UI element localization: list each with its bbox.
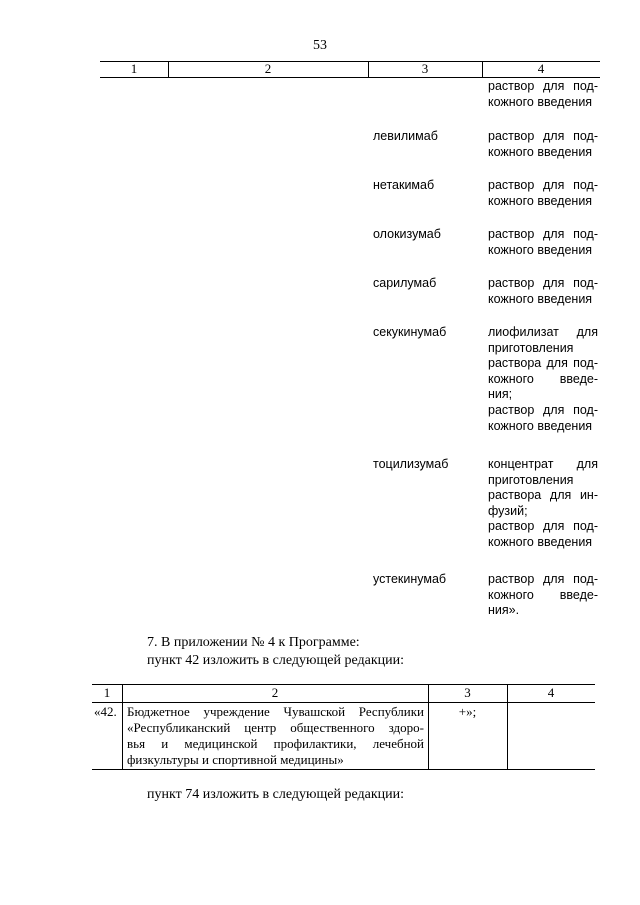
- table1-header-col2: 2: [264, 61, 272, 76]
- text-line: вья и медицинской профилактики, лечебной: [127, 736, 424, 751]
- table1-drug-name: сарилумаб: [373, 276, 437, 290]
- form-line: ния;: [488, 387, 513, 402]
- table1-drug-name: нетакимаб: [373, 178, 435, 192]
- table1-header-col4: 4: [537, 61, 545, 76]
- form-line: кожного введения: [488, 291, 593, 306]
- form-line: раствор для под-: [488, 129, 598, 143]
- form-line: приготовления: [488, 340, 574, 355]
- table1-dosage-form: [488, 457, 598, 551]
- form-line: раствора для ин-: [488, 488, 598, 503]
- table2-col3-value: +»;: [458, 704, 477, 719]
- table1-dosage-form: [488, 129, 598, 160]
- footer-paragraph: пункт 74 изложить в следующей редакции:: [147, 787, 404, 802]
- form-line: приготовления: [488, 472, 574, 487]
- table2-header-col2: 2: [271, 685, 279, 700]
- form-line: кожного введе-: [488, 371, 598, 386]
- table1-drug-name: устекинумаб: [373, 572, 447, 586]
- form-line: кожного введения: [488, 534, 593, 549]
- form-line: раствор для под-: [488, 178, 598, 192]
- form-line: раствор для под-: [488, 572, 598, 586]
- form-line: раствор для под-: [488, 227, 598, 241]
- form-line: фузий;: [488, 503, 528, 518]
- form-line: кожного введения: [488, 418, 593, 433]
- form-line: раствор для под-: [488, 276, 598, 290]
- table1-dosage-form: [488, 572, 598, 619]
- table1-drug-name: тоцилизумаб: [373, 457, 449, 471]
- table2-header-col1: 1: [103, 685, 111, 700]
- section7-line1: 7. В приложении № 4 к Программе:: [147, 635, 360, 650]
- table2-header-col3: 3: [464, 685, 471, 700]
- form-line: лиофилизат для: [488, 325, 598, 339]
- form-line: кожного введения: [488, 193, 593, 208]
- table1-drug-name: секукинумаб: [373, 325, 447, 339]
- table2-row-number: «42.: [94, 704, 117, 719]
- form-line: ния».: [488, 603, 520, 618]
- table1-header-col3: 3: [421, 61, 429, 76]
- table1-header-col1: 1: [130, 61, 138, 76]
- section7-line2: пункт 42 изложить в следующей редакции:: [147, 653, 404, 668]
- form-line: кожного введения: [488, 144, 593, 159]
- page-number: 53: [313, 38, 327, 53]
- table1-dosage-form: [488, 325, 598, 434]
- form-line: кожного введения: [488, 94, 593, 109]
- table1-drug-name: левилимаб: [373, 129, 438, 143]
- table1-header-row: [100, 61, 600, 78]
- form-line: раствор для под-: [488, 402, 598, 417]
- form-line: кожного введения: [488, 242, 593, 257]
- form-line: раствора для под-: [488, 356, 598, 371]
- text-line: Бюджетное учреждение Чувашской Республики: [127, 704, 424, 719]
- table1-drug-name: олокизумаб: [373, 227, 441, 241]
- table1-dosage-form: [488, 276, 598, 307]
- table1-dosage-form: [488, 227, 598, 258]
- table2: [92, 684, 595, 770]
- text-line: «Республиканский центр общественного здоро-: [127, 720, 424, 735]
- form-line: кожного введе-: [488, 587, 598, 602]
- form-line: концентрат для: [488, 457, 598, 471]
- form-line: раствор для под-: [488, 519, 598, 534]
- table2-header-col4: 4: [547, 685, 555, 700]
- text-line: физкультуры и спортивной медицины»: [127, 752, 344, 767]
- table2-institution-name: [127, 704, 424, 768]
- form-line: раствор для под-: [488, 79, 598, 93]
- table1-continued-form: [488, 79, 598, 110]
- table1-dosage-form: [488, 178, 598, 209]
